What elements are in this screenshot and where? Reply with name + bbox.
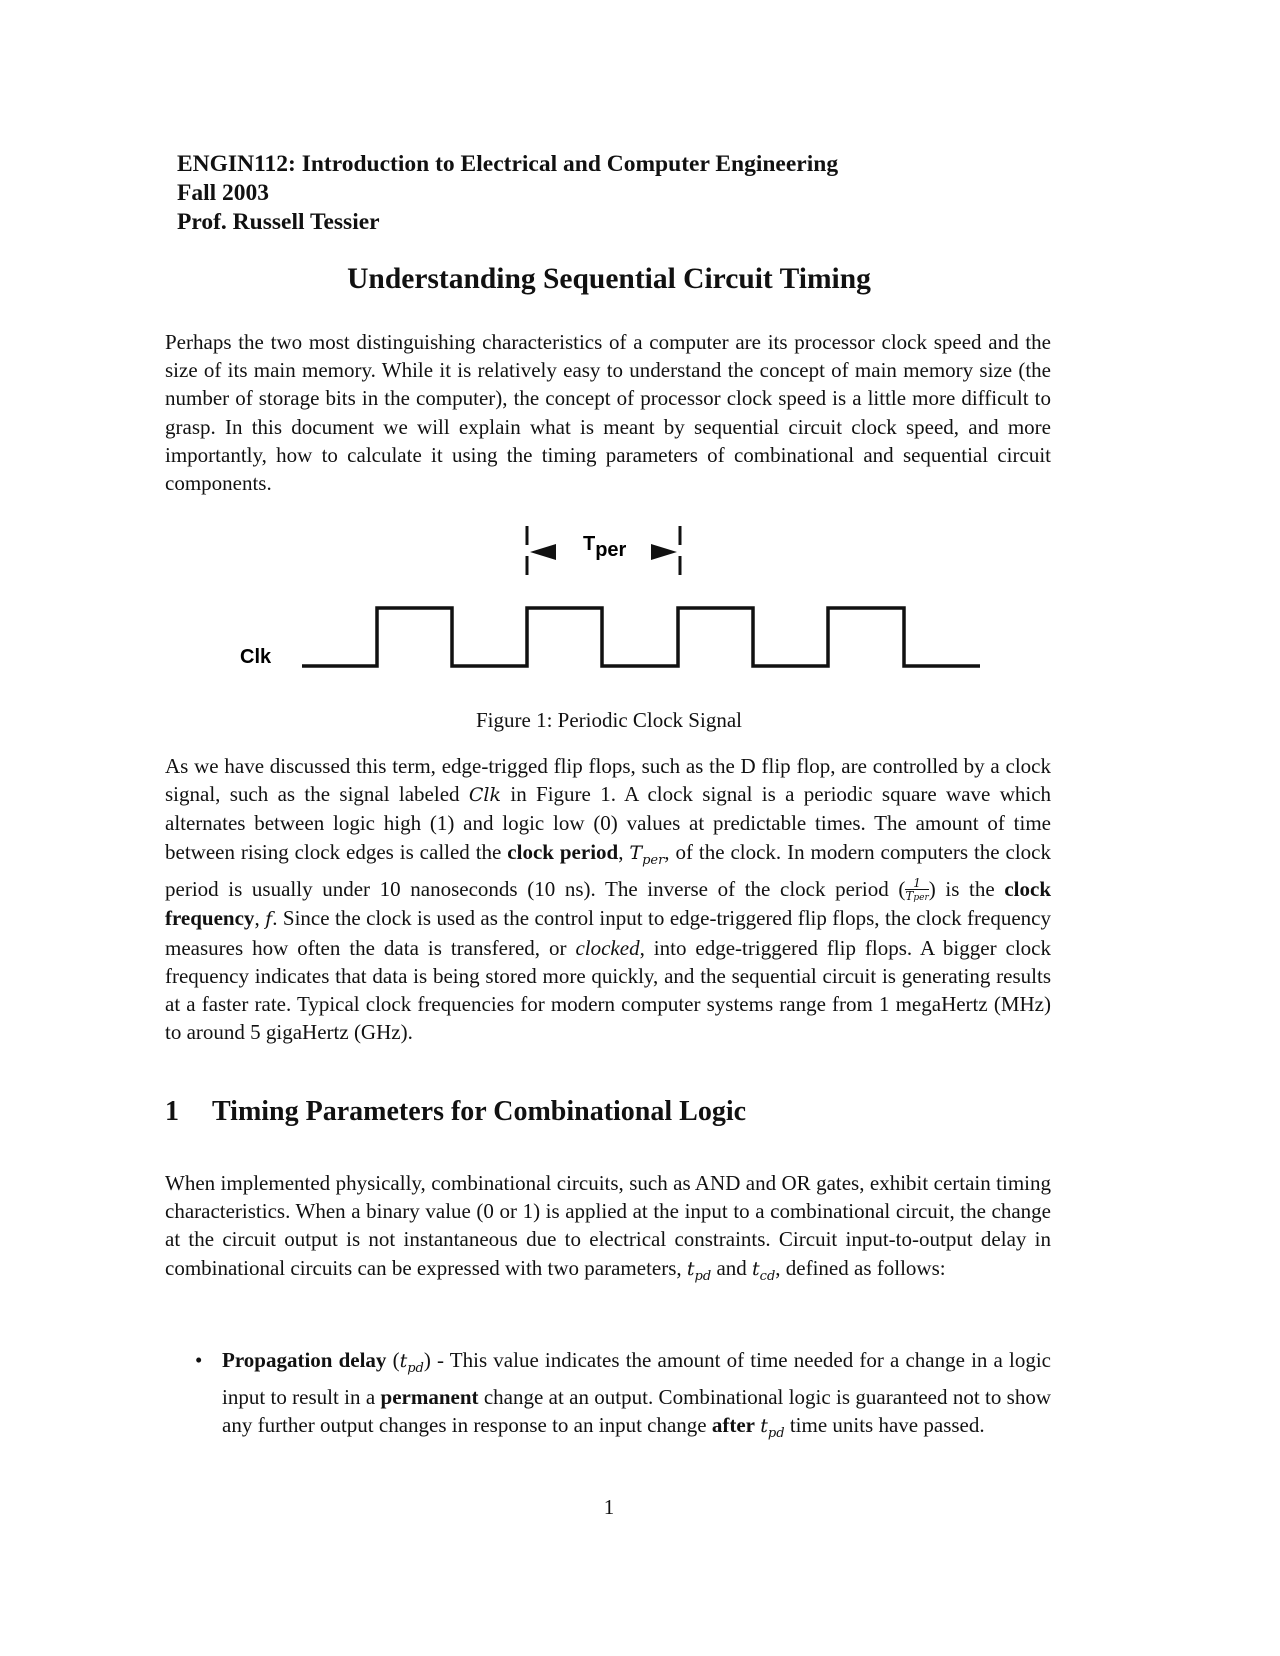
clock-signal-figure	[0, 0, 1218, 700]
term: Fall 2003	[177, 180, 270, 206]
course-title: ENGIN112: Introduction to Electrical and Computer Engineering	[177, 151, 839, 177]
clock-waveform	[302, 608, 980, 666]
propagation-delay-term: Propagation delay	[222, 1348, 387, 1372]
intro-paragraph: Perhaps the two most distinguishing characteristics of a computer are its processor clock speed and the size of its main memory. While it is relatively easy to understand the concept of main memory size (the number of storage bits in the computer), the concept of processor clock speed is a little more difficult to grasp. In this document we will explain what is meant by sequential circuit clock speed, and more importantly, how to calculate it using the timing parameters of combinational and sequential circuit components.	[165, 330, 1051, 496]
list-item: • Propagation delay $(t_{pd})$ - This value indicates the amount of time needed for a change in a logic input to result in a permanent change at an output. Combinational logic is guaranteed not to show any further output changes in response to an input change after $t_{pd}$ time units have passed.	[195, 1348, 1052, 1441]
figure-caption: Figure 1: Periodic Clock Signal	[476, 708, 742, 732]
period-arrow-right	[651, 544, 677, 560]
tpd-symbol: $t_{pd}$	[760, 1415, 785, 1441]
instructor: Prof. Russell Tessier	[177, 209, 380, 235]
clk-label: Clk	[240, 646, 272, 668]
section-number: 1	[165, 1096, 179, 1127]
tcd-symbol: $t_{cd}$	[752, 1257, 776, 1284]
clock-frequency-term: clock frequency	[165, 876, 1052, 931]
period-label: Tper	[583, 533, 627, 561]
tper-symbol: $T_{per}$	[629, 841, 665, 868]
section-title: Timing Parameters for Combinational Logic	[212, 1096, 747, 1127]
page-number: 1	[603, 1495, 615, 1519]
period-arrow-left	[530, 544, 556, 560]
clock-period-term: clock period	[507, 839, 619, 864]
clock-paragraph: As we have discussed this term, edge-trigged flip flops, such as the D flip flop, are controlled by a clock signal, such as the signal labeled Clk in Figure 1. A clock signal is a periodic square wave which alternates between logic high (1) and logic low (0) values at predictable times. The amount of time between rising clock edges is called the clock period, $T_{per}$, of the clock. In modern computers the clock period is usually under 10 nanoseconds (10 ns). The inverse of the clock period ( $\frac{1}{\text{Tper}}$ ) is the clock frequency, f. Since the clock is used as the control input to edge-triggered flip flops, the clock frequency measures how often the data is transfered, or clocked, into edge-triggered flip flops. A bigger clock frequency indicates that data is being stored more quickly, and the sequential circuit is generating results at a faster rate. Typical clock frequencies for modern computer systems range from 1 megaHertz (MHz) to around 5 gigaHertz (GHz).	[165, 754, 1052, 1045]
tpd-symbol: $t_{pd}$	[399, 1350, 424, 1376]
section1-paragraph: When implemented physically, combinational circuits, such as AND and OR gates, exhibit certain timing characteristics. When a binary value (0 or 1) is applied at the input to a combinational circuit, the change at the circuit output is not instantaneous due to electrical constraints. Circuit input-to-output delay in combinational circuits can be expressed with two parameters, $t_{pd}$ and $t_{cd}$, defined as follows:	[165, 1171, 1051, 1284]
section-heading	[165, 1096, 746, 1128]
bullet-list	[195, 1346, 1051, 1448]
bullet-icon: •	[195, 1348, 203, 1372]
document-title: Understanding Sequential Circuit Timing	[347, 263, 871, 295]
inverse-period-fraction: $\frac{1}{\text{Tper}}$	[905, 876, 929, 904]
after-term: after	[711, 1413, 756, 1438]
clocked-term: clocked	[575, 935, 640, 960]
tpd-symbol: $t_{pd}$	[686, 1257, 712, 1284]
permanent-term: permanent	[380, 1385, 479, 1409]
clk-symbol: Clk	[468, 784, 502, 807]
frequency-symbol: f	[265, 908, 273, 931]
